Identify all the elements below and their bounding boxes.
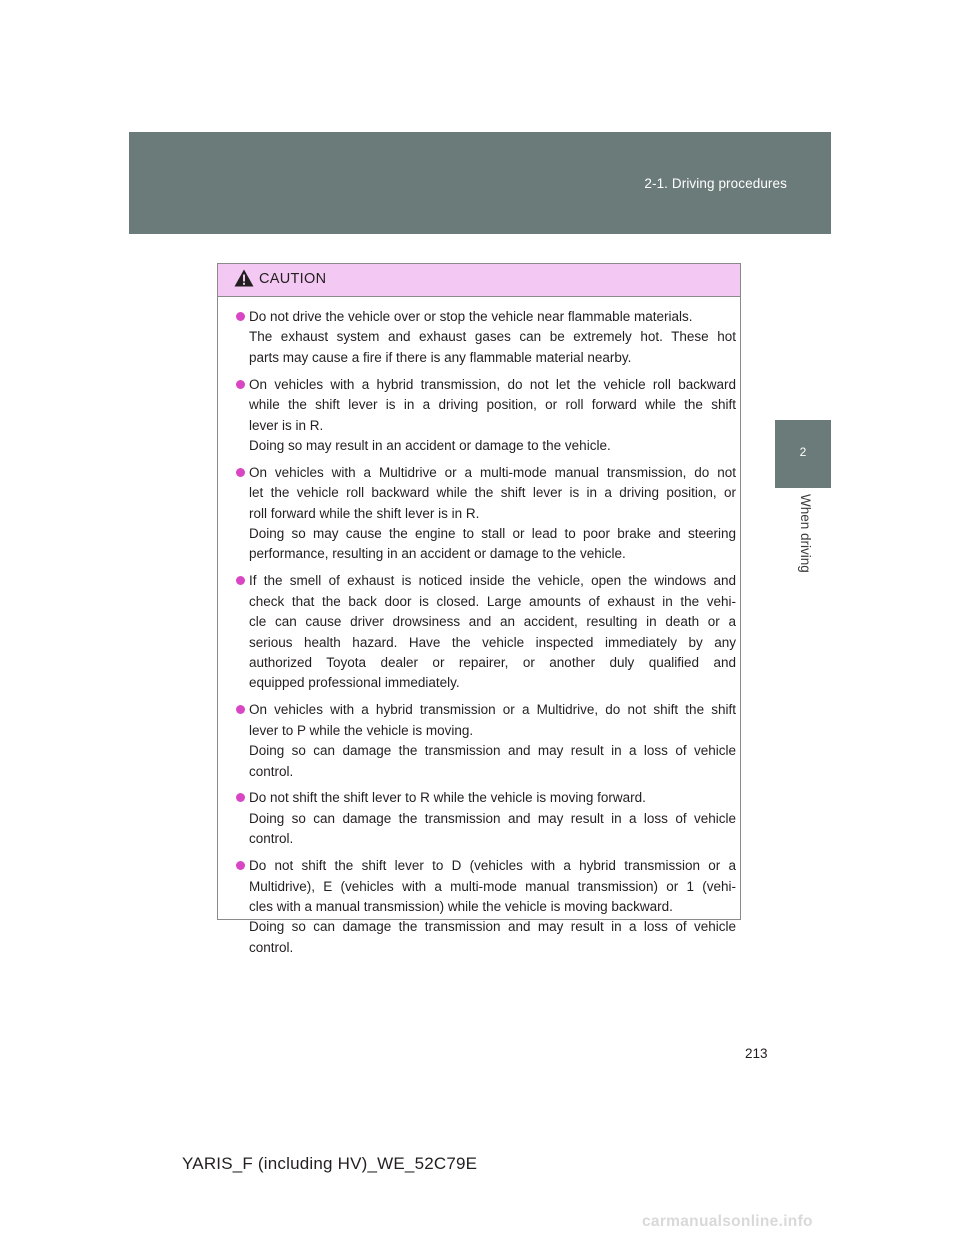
caution-line: check that the back door is closed. Large amounts of exhaust in the vehi- — [249, 593, 736, 609]
caution-line: lever is in R. — [249, 417, 324, 433]
bullet-icon — [236, 468, 245, 477]
caution-line: while the shift lever is in a driving position, or roll forward while the shift — [249, 397, 736, 413]
caution-line: Do not shift the shift lever to R while the vehicle is moving forward. — [249, 790, 646, 806]
header-band — [129, 132, 831, 234]
doc-code: YARIS_F (including HV)_WE_52C79E — [182, 1154, 478, 1173]
caution-line: authorized Toyota dealer or repairer, or another duly qualified and — [249, 655, 736, 670]
caution-line: Multidrive), E (vehicles with a multi-mode manual transmission) or 1 (vehi- — [249, 878, 736, 894]
caution-item — [228, 700, 736, 782]
watermark[interactable]: carmanualsonline.info — [642, 1213, 813, 1230]
chapter-number: 2 — [799, 445, 807, 459]
caution-line: cle can cause driver drowsiness and an accident, resulting in death or a — [249, 614, 736, 630]
caution-line: serious health hazard. Have the vehicle inspected immediately by any — [249, 634, 736, 650]
caution-line: Doing so may result in an accident or damage to the vehicle. — [249, 437, 611, 453]
caution-line: control. — [249, 763, 294, 779]
caution-line: If the smell of exhaust is noticed inside the vehicle, open the windows and — [249, 573, 736, 589]
caution-line: On vehicles with a hybrid transmission or a Multidrive, do not shift the shift — [249, 702, 736, 718]
caution-item — [228, 856, 736, 958]
caution-line: Doing so can damage the transmission and may result in a loss of vehicle — [249, 743, 736, 759]
caution-item — [228, 307, 736, 368]
bullet-icon — [236, 380, 245, 389]
caution-title: CAUTION — [259, 271, 327, 287]
caution-header — [218, 264, 740, 297]
caution-line: Do not shift the shift lever to D (vehicles with a hybrid transmission or a — [249, 858, 736, 874]
caution-list — [218, 297, 740, 958]
caution-line: lever to P while the vehicle is moving. — [249, 722, 474, 738]
caution-box — [217, 263, 741, 955]
caution-item — [228, 788, 736, 849]
caution-line: Do not drive the vehicle over or stop the vehicle near flammable materials. — [249, 309, 693, 324]
caution-line: equipped professional immediately. — [249, 675, 460, 691]
caution-line: roll forward while the shift lever is in R. — [249, 505, 480, 521]
warning-triangle-icon — [234, 269, 254, 287]
page-number: 213 — [745, 1046, 768, 1061]
caution-line: The exhaust system and exhaust gases can be extremely hot. These hot — [249, 329, 736, 345]
bullet-icon — [236, 576, 245, 585]
section-title: 2-1. Driving procedures — [644, 176, 787, 191]
caution-line: let the vehicle roll backward while the shift lever is in a driving position, or — [249, 485, 736, 501]
caution-line: performance, resulting in an accident or damage to the vehicle. — [249, 546, 626, 562]
bullet-icon — [236, 705, 245, 714]
chapter-tab[interactable] — [775, 420, 831, 488]
caution-line: Doing so can damage the transmission and may result in a loss of vehicle — [249, 919, 736, 935]
caution-item — [228, 375, 736, 457]
caution-item — [228, 571, 736, 693]
caution-line: cles with a manual transmission) while the vehicle is moving backward. — [249, 898, 673, 914]
caution-line: control. — [249, 831, 294, 847]
bullet-icon — [236, 861, 245, 870]
caution-line: parts may cause a fire if there is any flammable material nearby. — [249, 349, 632, 365]
caution-line: control. — [249, 939, 294, 955]
caution-line: Doing so can damage the transmission and may result in a loss of vehicle — [249, 810, 736, 826]
caution-line: On vehicles with a hybrid transmission, do not let the vehicle roll backward — [249, 376, 736, 392]
bullet-icon — [236, 793, 245, 802]
caution-line: On vehicles with a Multidrive or a multi-mode manual transmission, do not — [249, 464, 736, 480]
caution-item — [228, 463, 736, 565]
chapter-name: When driving — [798, 494, 813, 573]
caution-line: Doing so may cause the engine to stall or lead to poor brake and steering — [249, 526, 736, 542]
bullet-icon — [236, 312, 245, 321]
